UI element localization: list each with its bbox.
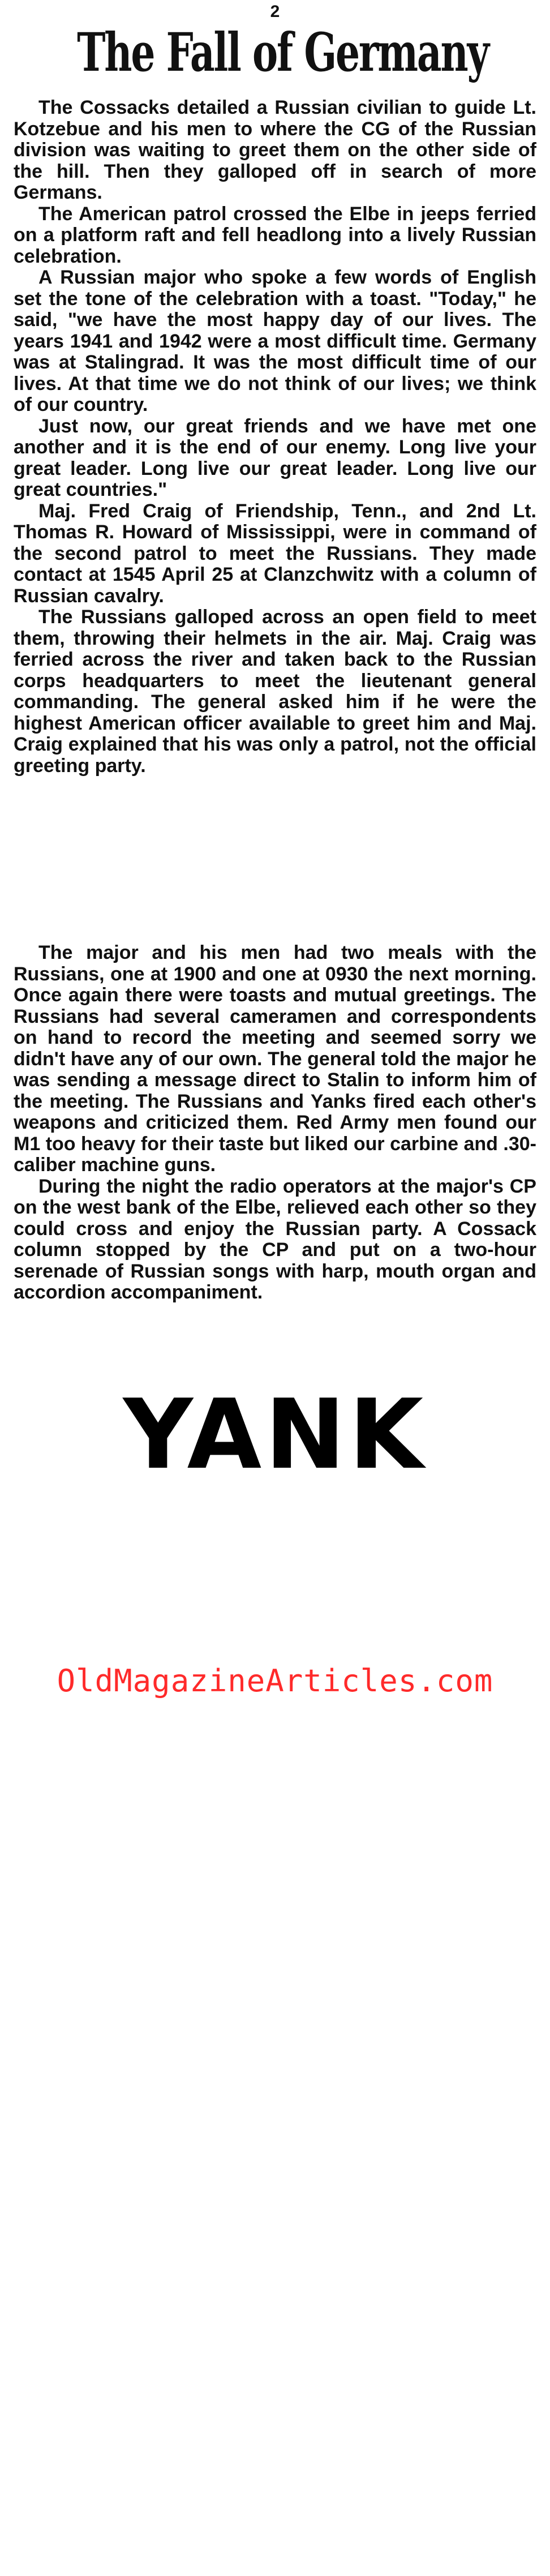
- article-paragraph: The Cossacks detailed a Russian civilian to guide Lt. Kotzebue and his men to where the CG of the Russian division was waiting to greet them on the other side of the hill. Then they galloped off in search of more Germans.: [14, 97, 536, 203]
- article-body-part-1: [14, 97, 536, 777]
- article-paragraph: A Russian major who spoke a few words of English set the tone of the celebration with a toast. "Today," he said, "we have the most happy day of our lives. The years 1941 and 1942 were a most difficult time. Germany was at Stalingrad. It was the most difficult time of our lives. At that time we do not think of our lives; we think of our country.: [14, 267, 536, 415]
- yank-logo: YANK: [123, 1379, 427, 1491]
- headline: The Fall of Germany: [77, 22, 488, 84]
- article-paragraph: The American patrol crossed the Elbe in jeeps ferried on a platform raft and fell headlong into a lively Russian celebration.: [14, 203, 536, 267]
- watermark-link[interactable]: OldMagazineArticles.com: [57, 1663, 493, 1699]
- article-paragraph: The major and his men had two meals with the Russians, one at 1900 and one at 0930 the next morning. Once again there were toasts and mutual greetings. The Russians had several cameramen and correspondents on hand to record the meeting and seemed sorry we didn't have any of our own. The general told the major he was sending a message direct to Stalin to inform him of the meeting. The Russians and Yanks fired each other's weapons and criticized them. Red Army men found our M1 too heavy for their taste but liked our carbine and .30-caliber machine guns.: [14, 942, 536, 1176]
- article-paragraph: During the night the radio operators at the major's CP on the west bank of the Elbe, relieved each other so they could cross and enjoy the Russian party. A Cossack column stopped by the CP and put on a two-hour serenade of Russian songs with harp, mouth organ and accordion accompaniment.: [14, 1175, 536, 1303]
- page-number: 2: [270, 2, 280, 21]
- article-paragraph: Just now, our great friends and we have met one another and it is the end of our enemy. Long live your great leader. Long live our great leader. Long live our great countries.": [14, 415, 536, 500]
- article-body-part-2: [14, 942, 536, 1304]
- article-paragraph: The Russians galloped across an open field to meet them, throwing their helmets in the air. Maj. Craig was ferried across the river and taken back to the Russian corps headquarters to meet the lieutenant general commanding. The general asked him if he were the highest American officer available to greet him and Maj. Craig explained that his was only a patrol, not the official greeting party.: [14, 606, 536, 777]
- article-paragraph: Maj. Fred Craig of Friendship, Tenn., and 2nd Lt. Thomas R. Howard of Mississippi, were in command of the second patrol to meet the Russians. They made contact at 1545 April 25 at Clanzchwitz with a column of Russian cavalry.: [14, 500, 536, 607]
